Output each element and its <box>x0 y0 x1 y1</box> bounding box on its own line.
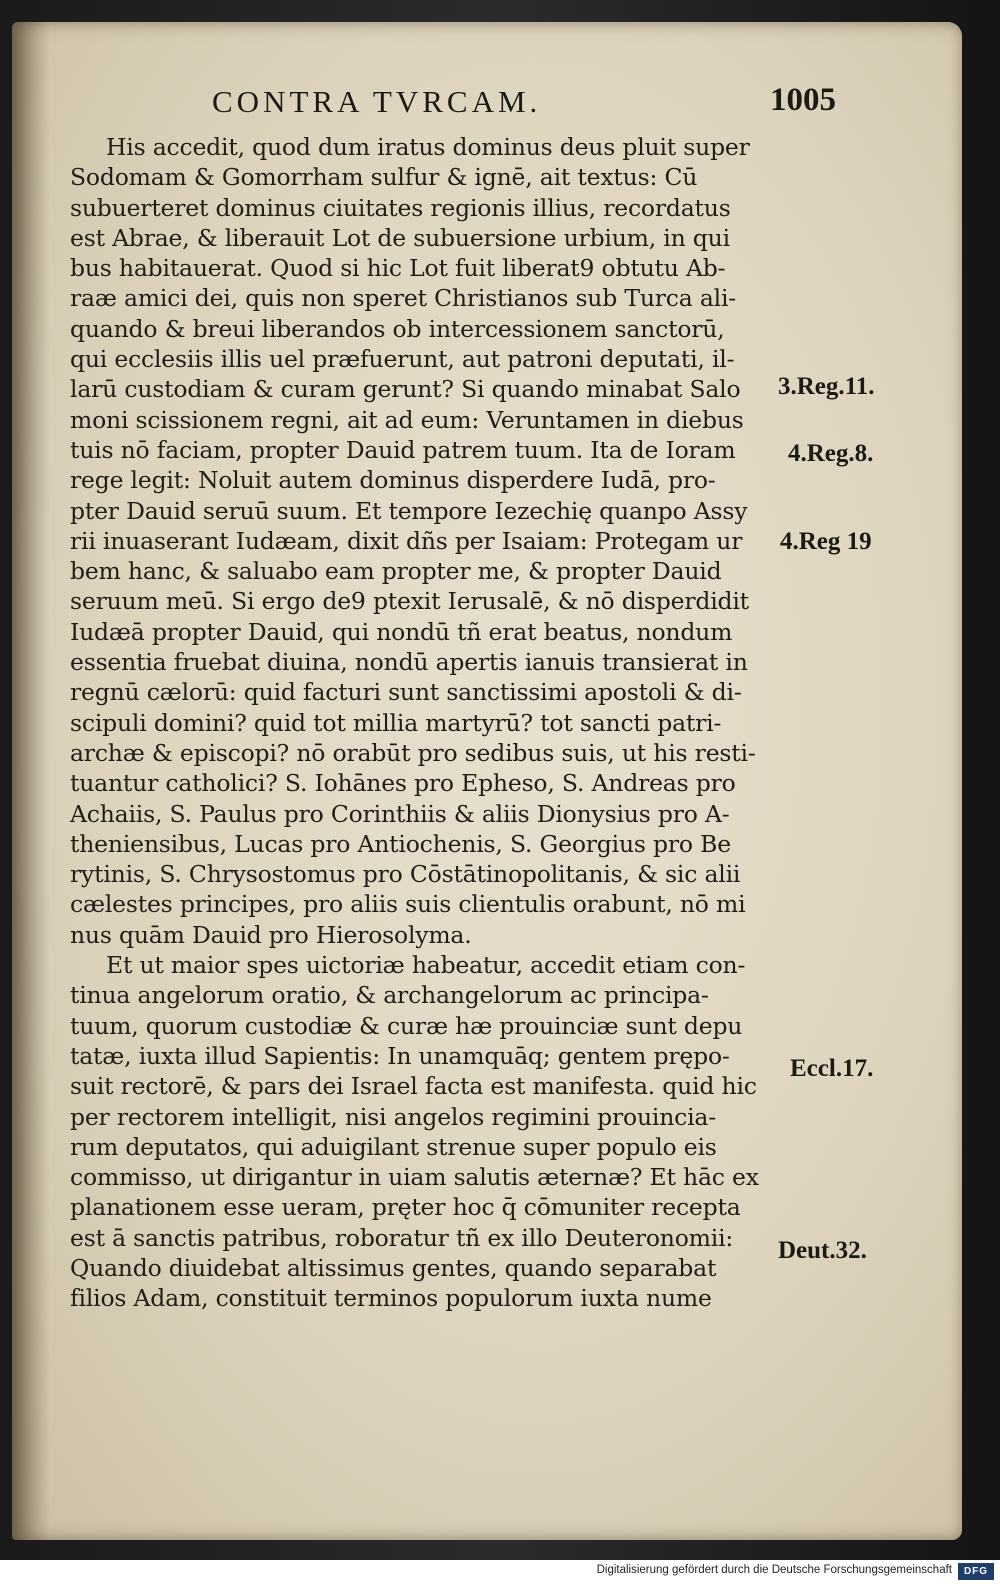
marginal-note: Deut.32. <box>778 1237 867 1264</box>
text-line: rum deputatos, qui aduigilant strenue super populo eis <box>70 1132 717 1161</box>
text-line: bus habitauerat. Quod si hic Lot fuit liberat9 obtutu Ab- <box>70 254 726 283</box>
text-line: est ā sanctis patribus, roboratur tñ ex illo Deuteronomii: <box>70 1223 734 1252</box>
text-line: rege legit: Noluit autem dominus disperdere Iudā, pro- <box>70 466 716 495</box>
text-line: tuantur catholici? S. Iohānes pro Epheso, S. Andreas pro <box>70 769 736 798</box>
text-line: regnū cælorū: quid facturi sunt sanctissimi apostoli & di- <box>70 678 742 707</box>
text-line: rii inuaserant Iudæam, dixit dñs per Isaiam: Protegam ur <box>70 526 743 555</box>
marginal-note: 3.Reg.11. <box>778 373 875 400</box>
marginal-note: 4.Reg 19 <box>780 528 872 555</box>
text-line: tinua angelorum oratio, & archangelorum ac principa- <box>70 981 709 1010</box>
text-line: raæ amici dei, quis non speret Christianos sub Turca ali- <box>70 284 737 313</box>
text-line: Sodomam & Gomorrham sulfur & ignē, ait textus: Cū <box>70 163 698 192</box>
text-line: bem hanc, & saluabo eam propter me, & propter Dauid <box>70 557 722 586</box>
text-line: suit rectorē, & pars dei Israel facta est manifesta. quid hic <box>70 1072 757 1101</box>
text-line: Iudæā propter Dauid, qui nondū tñ erat beatus, nondum <box>70 617 733 646</box>
text-line: theniensibus, Lucas pro Antiochenis, S. Georgius pro Be <box>70 829 731 858</box>
text-line: Et ut maior spes uictoriæ habeatur, accedit etiam con- <box>106 951 746 980</box>
text-line: essentia fruebat diuina, nondū apertis ianuis transierat in <box>70 648 748 677</box>
text-line: Quando diuidebat altissimus gentes, quando separabat <box>70 1253 717 1282</box>
marginal-note: Eccl.17. <box>790 1055 874 1082</box>
text-line: tuum, quorum custodiæ & curæ hæ prouinciæ sunt depu <box>70 1011 743 1040</box>
text-line: cælestes principes, pro aliis suis clientulis orabunt, nō mi <box>70 890 746 919</box>
text-line: filios Adam, constituit terminos populorum iuxta nume <box>70 1284 712 1313</box>
text-line: tuis nō faciam, propter Dauid patrem tuum. Ita de Ioram <box>70 435 736 464</box>
text-line: seruum meū. Si ergo de9 ptexit Ierusalē, & nō disperdidit <box>70 587 749 616</box>
footer-bar <box>0 1560 1000 1584</box>
text-line: His accedit, quod dum iratus dominus deus pluit super <box>106 133 750 161</box>
marginal-note: 4.Reg.8. <box>788 440 874 467</box>
text-line: est Abrae, & liberauit Lot de subuersione urbium, in qui <box>70 223 730 252</box>
text-line: moni scissionem regni, ait ad eum: Veruntamen in diebus <box>70 405 744 434</box>
body-text <box>70 132 790 1314</box>
dfg-logo: DFG <box>958 1563 994 1580</box>
page-gutter-shadow <box>12 22 50 1540</box>
text-line: pter Dauid seruū suum. Et tempore Iezechię quanpo Assy <box>70 496 748 525</box>
footer-credit: Digitalisierung gefördert durch die Deutsche Forschungsgemeinschaft <box>596 1564 952 1576</box>
text-line: commisso, ut dirigantur in uiam salutis æternæ? Et hāc ex <box>70 1163 759 1192</box>
text-line: qui ecclesiis illis uel præfuerunt, aut patroni deputati, il- <box>70 345 735 374</box>
text-line: per rectorem intelligit, nisi angelos regimini prouincia- <box>70 1102 716 1131</box>
text-line: rytinis, S. Chrysostomus pro Cōstātinopolitanis, & sic alii <box>70 860 741 889</box>
text-line: planationem esse ueram, pręter hoc q̄ cōmuniter recepta <box>70 1193 741 1222</box>
text-line: nus quām Dauid pro Hierosolyma. <box>70 920 472 949</box>
text-line: quando & breui liberandos ob intercessionem sanctorū, <box>70 314 725 343</box>
text-line: Achaiis, S. Paulus pro Corinthiis & aliis Dionysius pro A- <box>70 799 730 828</box>
text-line: archæ & episcopi? nō orabūt pro sedibus suis, ut his resti- <box>70 738 756 767</box>
text-line: subuerteret dominus ciuitates regionis illius, recordatus <box>70 193 731 222</box>
text-line: tatæ, iuxta illud Sapientis: In unamquāq; gentem prępo- <box>70 1041 730 1070</box>
text-line: scipuli domini? quid tot millia martyrū? tot sancti patri- <box>70 708 722 737</box>
running-head: CONTRA TVRCAM. <box>212 84 542 119</box>
text-line: larū custodiam & curam gerunt? Si quando minabat Salo <box>70 375 741 404</box>
page-number: 1005 <box>770 82 836 118</box>
